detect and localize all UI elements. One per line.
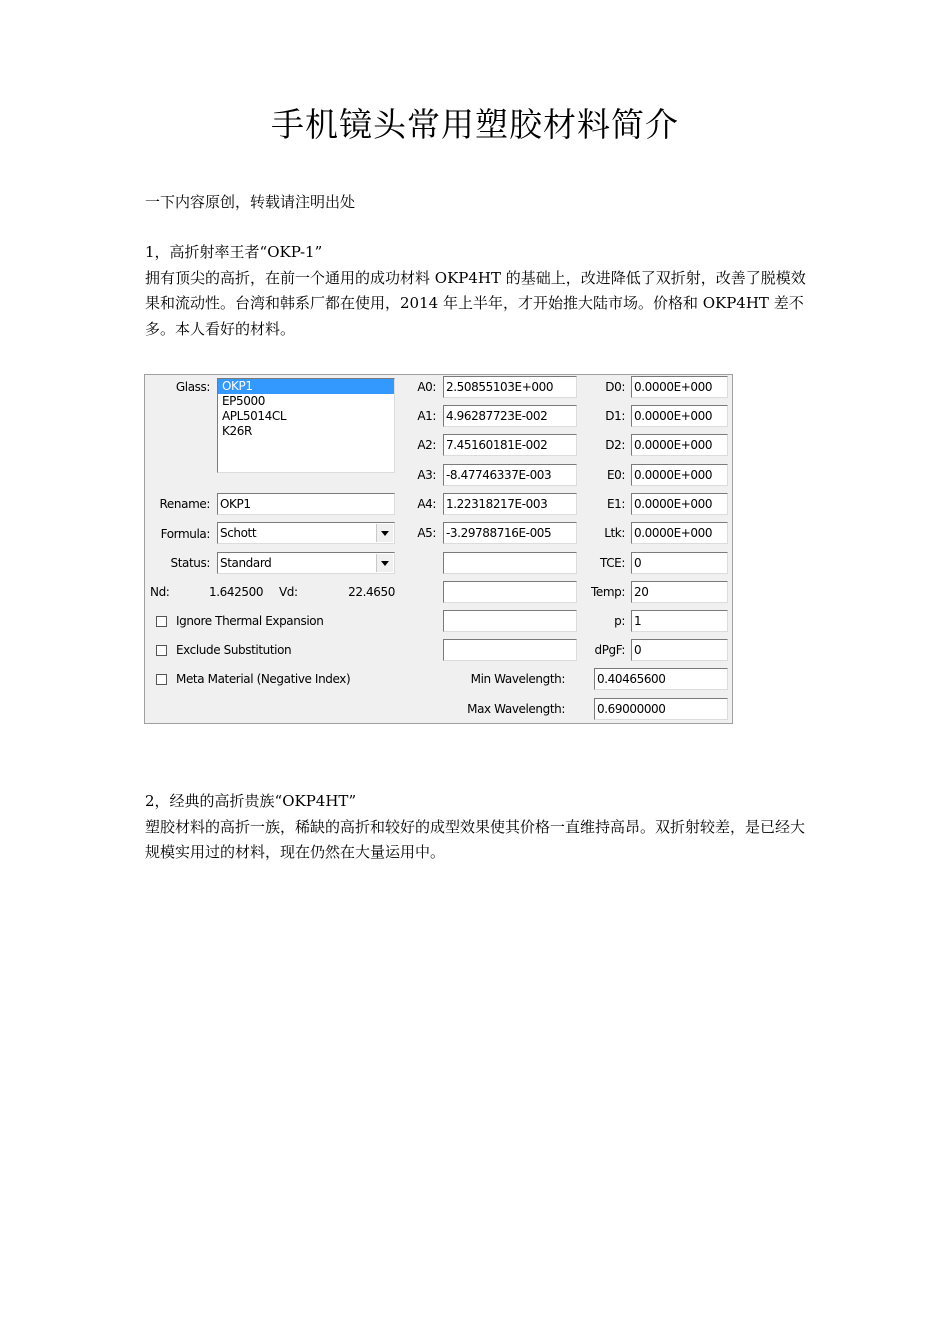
- blank-input[interactable]: [443, 552, 577, 574]
- d1-label: D1:: [605, 409, 625, 423]
- d2-label: D2:: [605, 438, 625, 452]
- min-wavelength-label: Min Wavelength:: [470, 672, 565, 686]
- a1-label: A1:: [417, 409, 436, 423]
- glass-listbox[interactable]: [217, 378, 395, 473]
- nd-label: Nd:: [150, 585, 170, 599]
- a2-label: A2:: [417, 438, 436, 452]
- nd-value: 1.642500: [209, 585, 264, 599]
- glass-catalog-dialog: [144, 374, 733, 724]
- a4-label: A4:: [417, 497, 436, 511]
- glass-list-item[interactable]: K26R: [222, 424, 252, 438]
- glass-list-item[interactable]: APL5014CL: [222, 409, 287, 423]
- intro-text: 一下内容原创，转载请注明出处: [145, 193, 356, 211]
- status-label: Status:: [170, 556, 210, 570]
- section-1-body: 拥有顶尖的高折，在前一个通用的成功材料 OKP4HT 的基础上，改进降低了双折射，改善了脱模效果和流动性。台湾和韩系厂都在使用，2014 年上半年，才开始推大陆市场。价格和 OKP4HT 差不多。本人看好的材料。: [145, 268, 806, 338]
- ignore-thermal-expansion-label: Ignore Thermal Expansion: [176, 614, 324, 628]
- ltk-label: Ltk:: [604, 526, 625, 540]
- vd-label: Vd:: [279, 585, 298, 599]
- chevron-down-icon[interactable]: [376, 554, 393, 572]
- section-2-heading: 2，经典的高折贵族“OKP4HT”: [145, 792, 357, 810]
- d1-input[interactable]: 0.0000E+000: [631, 405, 728, 427]
- p-input[interactable]: 1: [631, 610, 728, 632]
- exclude-substitution-label: Exclude Substitution: [176, 643, 292, 657]
- intro-paragraph: [145, 190, 810, 216]
- d2-input[interactable]: 0.0000E+000: [631, 434, 728, 456]
- a3-input[interactable]: -8.47746337E-003: [443, 464, 577, 486]
- meta-material-checkbox[interactable]: [156, 674, 167, 685]
- vd-value: 22.4650: [348, 585, 395, 599]
- glass-label: Glass:: [175, 380, 210, 394]
- max-wavelength-input[interactable]: 0.69000000: [594, 698, 728, 720]
- e0-input[interactable]: 0.0000E+000: [631, 464, 728, 486]
- status-select[interactable]: [217, 552, 395, 574]
- a5-input[interactable]: -3.29788716E-005: [443, 522, 577, 544]
- section-2-body: 塑胶材料的高折一族，稀缺的高折和较好的成型效果使其价格一直维持高昂。双折射较差，是已经大规模实用过的材料，现在仍然在大量运用中。: [145, 817, 806, 861]
- p-label: p:: [614, 614, 625, 628]
- tce-label: TCE:: [599, 556, 625, 570]
- ltk-input[interactable]: 0.0000E+000: [631, 522, 728, 544]
- glass-list-item[interactable]: EP5000: [222, 394, 265, 408]
- blank-input[interactable]: [443, 581, 577, 603]
- blank-input[interactable]: [443, 639, 577, 661]
- section-2: [145, 789, 810, 866]
- meta-material-label: Meta Material (Negative Index): [176, 672, 351, 686]
- chevron-down-icon[interactable]: [376, 524, 393, 542]
- dpgf-label: dPgF:: [594, 643, 625, 657]
- status-value: Standard: [220, 556, 272, 570]
- formula-value: Schott: [220, 526, 257, 540]
- a0-input[interactable]: 2.50855103E+000: [443, 376, 577, 398]
- dpgf-input[interactable]: 0: [631, 639, 728, 661]
- a1-input[interactable]: 4.96287723E-002: [443, 405, 577, 427]
- exclude-substitution-checkbox[interactable]: [156, 645, 167, 656]
- max-wavelength-label: Max Wavelength:: [467, 702, 565, 716]
- a2-input[interactable]: 7.45160181E-002: [443, 434, 577, 456]
- d0-label: D0:: [605, 380, 625, 394]
- ignore-thermal-expansion-checkbox[interactable]: [156, 616, 167, 627]
- tce-input[interactable]: 0: [631, 552, 728, 574]
- a0-label: A0:: [417, 380, 436, 394]
- d0-input[interactable]: 0.0000E+000: [631, 376, 728, 398]
- section-1-heading: 1，高折射率王者“OKP-1”: [145, 243, 323, 261]
- section-1: [145, 240, 810, 342]
- a4-input[interactable]: 1.22318217E-003: [443, 493, 577, 515]
- rename-input[interactable]: OKP1: [217, 493, 395, 515]
- e1-input[interactable]: 0.0000E+000: [631, 493, 728, 515]
- a5-label: A5:: [417, 526, 436, 540]
- temp-input[interactable]: 20: [631, 581, 728, 603]
- blank-input[interactable]: [443, 610, 577, 632]
- e0-label: E0:: [606, 468, 625, 482]
- a3-label: A3:: [417, 468, 436, 482]
- glass-list-item-selected[interactable]: OKP1: [218, 379, 394, 394]
- e1-label: E1:: [606, 497, 625, 511]
- page-title: 手机镜头常用塑胶材料简介: [271, 105, 679, 144]
- formula-select[interactable]: [217, 522, 395, 544]
- temp-label: Temp:: [590, 585, 625, 599]
- min-wavelength-input[interactable]: 0.40465600: [594, 668, 728, 690]
- formula-label: Formula:: [160, 527, 210, 541]
- rename-label: Rename:: [159, 497, 210, 511]
